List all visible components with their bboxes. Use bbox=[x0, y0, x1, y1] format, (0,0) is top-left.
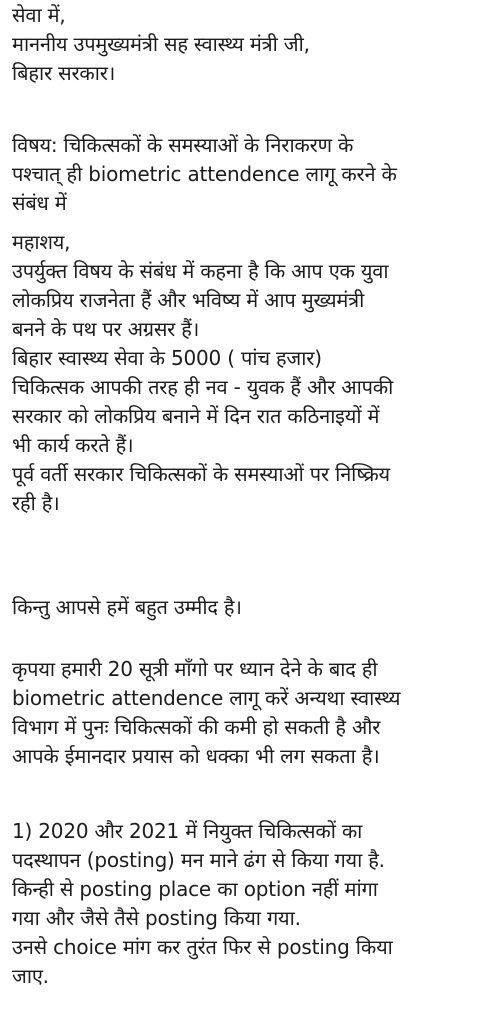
subject-line: संबंध में bbox=[12, 191, 67, 215]
point-1-block bbox=[12, 817, 490, 991]
salutation-block bbox=[12, 1, 490, 88]
body-line: भी कार्य करते हैं। bbox=[12, 433, 134, 457]
point-line: किन्ही से posting place का option नहीं मांगा bbox=[12, 877, 378, 901]
body-line: सरकार को लोकप्रिय बनाने में दिन रात कठिनाइयों में bbox=[12, 404, 380, 428]
request-line: कृपया हमारी 20 सूत्री माँगो पर ध्यान देने के बाद ही bbox=[12, 657, 378, 681]
request-line: विभाग में पुनः चिकित्सकों की कमी हो सकती है और bbox=[12, 715, 381, 739]
body-line: चिकित्सक आपकी तरह ही नव - युवक हैं और आपकी bbox=[12, 375, 394, 399]
salutation-line: माननीय उपमुख्यमंत्री सह स्वास्थ्य मंत्री जी, bbox=[12, 32, 310, 56]
point-line: गया और जैसे तैसे posting किया गया. bbox=[12, 906, 301, 930]
point-line: पदस्थापन (posting) मन माने ढंग से किया गया है. bbox=[12, 848, 385, 872]
salutation-line: बिहार सरकार। bbox=[12, 61, 116, 85]
point-line: 1) 2020 और 2021 में नियुक्त चिकित्सकों का bbox=[12, 819, 363, 843]
subject-block bbox=[12, 131, 490, 218]
body-line: पूर्व वर्ती सरकार चिकित्सकों के समस्याओं पर निष्क्रिय bbox=[12, 462, 390, 486]
body-line: बिहार स्वास्थ्य सेवा के 5000 ( पांच हजार) bbox=[12, 346, 322, 370]
point-line: जाए. bbox=[12, 964, 49, 988]
body-block bbox=[12, 228, 490, 518]
body-line: बनने के पथ पर अग्रसर हैं। bbox=[12, 317, 200, 341]
body-line: लोकप्रिय राजनेता हैं और भविष्य में आप मुख्यमंत्री bbox=[12, 288, 365, 312]
body-line: उपर्युक्त विषय के संबंध में कहना है कि आप एक युवा bbox=[12, 259, 389, 283]
body-line: रही है। bbox=[12, 491, 60, 515]
subject-line: पश्चात् ही biometric attendence लागू करने के bbox=[12, 162, 397, 186]
subject-line: विषय: चिकित्सकों के समस्याओं के निराकरण के bbox=[12, 133, 354, 157]
body-line: महाशय, bbox=[12, 230, 71, 254]
request-line: आपके ईमानदार प्रयास को धक्का भी लग सकता है। bbox=[12, 744, 380, 768]
hope-block bbox=[12, 593, 490, 622]
hope-line: किन्तु आपसे हमें बहुत उम्मीद है। bbox=[12, 595, 242, 619]
point-line: उनसे choice मांग कर तुरंत फिर से posting किया bbox=[12, 935, 393, 959]
request-block bbox=[12, 655, 490, 771]
request-line: biometric attendence लागू करें अन्यथा स्वास्थ्य bbox=[12, 686, 401, 710]
salutation-line: सेवा में, bbox=[12, 3, 66, 27]
